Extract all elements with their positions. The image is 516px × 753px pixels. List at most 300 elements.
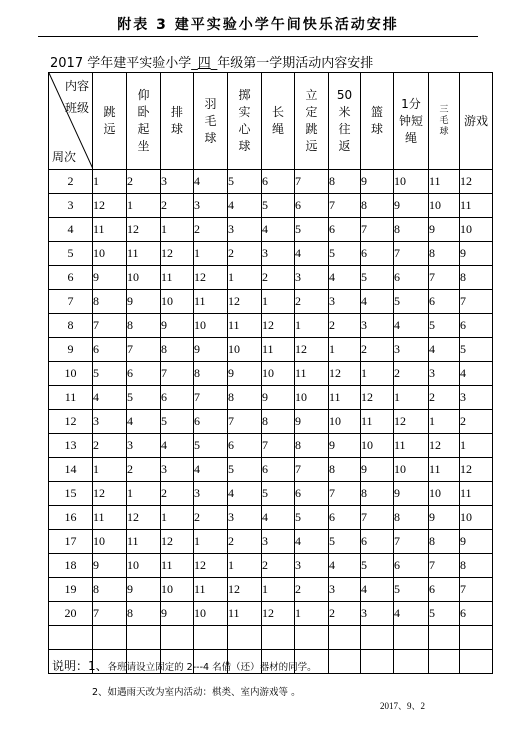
class-number-cell xyxy=(329,650,361,674)
class-number-cell xyxy=(93,626,127,650)
class-number-cell: 8 xyxy=(127,602,161,626)
week-cell: 18 xyxy=(49,554,93,578)
class-number-cell: 8 xyxy=(429,530,460,554)
class-number-cell: 3 xyxy=(295,554,329,578)
column-header: 仰卧起坐 xyxy=(127,73,161,170)
note-item-1-number: 1、 xyxy=(88,659,108,673)
class-number-cell: 12 xyxy=(361,386,394,410)
class-number-cell: 8 xyxy=(194,362,228,386)
class-number-cell: 10 xyxy=(228,338,262,362)
table-row xyxy=(49,434,493,458)
class-number-cell: 7 xyxy=(228,410,262,434)
class-number-cell: 6 xyxy=(262,170,295,194)
class-number-cell: 12 xyxy=(262,602,295,626)
class-number-cell: 3 xyxy=(228,506,262,530)
class-number-cell: 10 xyxy=(161,578,194,602)
class-number-cell: 3 xyxy=(329,290,361,314)
class-number-cell: 8 xyxy=(394,218,429,242)
class-number-cell: 9 xyxy=(429,218,460,242)
class-number-cell: 4 xyxy=(295,242,329,266)
class-number-cell: 4 xyxy=(394,314,429,338)
week-cell: 17 xyxy=(49,530,93,554)
class-number-cell: 2 xyxy=(262,266,295,290)
column-header: 游戏 xyxy=(460,73,493,170)
class-number-cell: 2 xyxy=(228,242,262,266)
class-number-cell: 7 xyxy=(329,194,361,218)
class-number-cell xyxy=(361,626,394,650)
class-number-cell: 3 xyxy=(329,578,361,602)
table-row xyxy=(49,578,493,602)
week-cell xyxy=(49,626,93,650)
class-number-cell: 7 xyxy=(127,338,161,362)
class-number-cell: 3 xyxy=(262,242,295,266)
class-number-cell: 1 xyxy=(262,578,295,602)
class-number-cell: 2 xyxy=(93,434,127,458)
table-body xyxy=(49,170,493,674)
class-number-cell: 7 xyxy=(295,458,329,482)
class-number-cell: 8 xyxy=(329,458,361,482)
class-number-cell: 10 xyxy=(361,434,394,458)
week-cell: 2 xyxy=(49,170,93,194)
note-item-1-text: 各班请设立固定的 2---4 名借（还）器材的同学。 xyxy=(107,662,317,673)
table-row xyxy=(49,410,493,434)
class-number-cell: 12 xyxy=(93,482,127,506)
class-number-cell: 2 xyxy=(295,290,329,314)
class-number-cell: 6 xyxy=(329,506,361,530)
class-number-cell: 9 xyxy=(329,434,361,458)
week-cell: 3 xyxy=(49,194,93,218)
note-item-1 xyxy=(52,657,317,674)
class-number-cell: 4 xyxy=(361,578,394,602)
class-number-cell: 8 xyxy=(460,266,493,290)
class-number-cell: 6 xyxy=(460,314,493,338)
week-cell: 12 xyxy=(49,410,93,434)
class-number-cell: 2 xyxy=(361,338,394,362)
class-number-cell: 6 xyxy=(295,194,329,218)
class-number-cell: 3 xyxy=(228,218,262,242)
class-number-cell: 7 xyxy=(93,602,127,626)
document-date: 2017、9、2 xyxy=(380,701,426,711)
corner-label-content: 内容 xyxy=(64,79,89,93)
week-cell: 4 xyxy=(49,218,93,242)
table-row xyxy=(49,554,493,578)
class-number-cell: 6 xyxy=(429,578,460,602)
class-number-cell: 2 xyxy=(460,410,493,434)
class-number-cell: 6 xyxy=(127,362,161,386)
table-row xyxy=(49,290,493,314)
class-number-cell: 12 xyxy=(93,194,127,218)
class-number-cell: 1 xyxy=(329,338,361,362)
class-number-cell: 9 xyxy=(361,170,394,194)
week-cell: 20 xyxy=(49,602,93,626)
class-number-cell: 5 xyxy=(228,458,262,482)
class-number-cell: 12 xyxy=(194,266,228,290)
class-number-cell: 7 xyxy=(161,362,194,386)
class-number-cell: 4 xyxy=(194,458,228,482)
class-number-cell: 11 xyxy=(429,458,460,482)
header-rule xyxy=(38,36,478,37)
week-cell: 13 xyxy=(49,434,93,458)
class-number-cell: 11 xyxy=(329,386,361,410)
class-number-cell xyxy=(429,650,460,674)
class-number-cell: 11 xyxy=(394,434,429,458)
class-number-cell: 7 xyxy=(194,386,228,410)
class-number-cell: 8 xyxy=(228,386,262,410)
column-header: 羽毛球 xyxy=(194,73,228,170)
class-number-cell: 3 xyxy=(161,458,194,482)
column-header: 掷实心球 xyxy=(228,73,262,170)
class-number-cell: 7 xyxy=(429,266,460,290)
week-cell: 15 xyxy=(49,482,93,506)
class-number-cell: 1 xyxy=(93,458,127,482)
class-number-cell: 12 xyxy=(161,242,194,266)
table-row xyxy=(49,458,493,482)
class-number-cell: 11 xyxy=(429,170,460,194)
class-number-cell: 3 xyxy=(194,194,228,218)
class-number-cell: 2 xyxy=(228,530,262,554)
class-number-cell: 3 xyxy=(262,530,295,554)
class-number-cell: 9 xyxy=(127,578,161,602)
class-number-cell: 4 xyxy=(394,602,429,626)
class-number-cell: 12 xyxy=(429,434,460,458)
column-header: 排球 xyxy=(161,73,194,170)
class-number-cell: 2 xyxy=(194,218,228,242)
class-number-cell: 10 xyxy=(194,314,228,338)
class-number-cell xyxy=(127,626,161,650)
class-number-cell: 4 xyxy=(228,482,262,506)
subtitle-suffix: _年级第一学期活动内容安排 xyxy=(210,56,374,71)
class-number-cell: 10 xyxy=(429,194,460,218)
class-number-cell: 10 xyxy=(194,602,228,626)
class-number-cell: 11 xyxy=(93,506,127,530)
class-number-cell: 2 xyxy=(295,578,329,602)
class-number-cell: 11 xyxy=(460,482,493,506)
class-number-cell: 7 xyxy=(361,218,394,242)
class-number-cell: 8 xyxy=(460,554,493,578)
class-number-cell: 2 xyxy=(194,506,228,530)
class-number-cell: 12 xyxy=(127,506,161,530)
table-row xyxy=(49,482,493,506)
week-cell: 14 xyxy=(49,458,93,482)
table-row xyxy=(49,242,493,266)
class-number-cell: 5 xyxy=(127,386,161,410)
class-number-cell: 9 xyxy=(394,194,429,218)
class-number-cell: 10 xyxy=(429,482,460,506)
class-number-cell: 10 xyxy=(394,170,429,194)
class-number-cell: 7 xyxy=(460,290,493,314)
class-number-cell: 9 xyxy=(93,266,127,290)
class-number-cell xyxy=(394,626,429,650)
class-number-cell: 11 xyxy=(194,578,228,602)
class-number-cell: 10 xyxy=(329,410,361,434)
class-number-cell: 11 xyxy=(127,242,161,266)
class-number-cell: 12 xyxy=(262,314,295,338)
class-number-cell: 6 xyxy=(429,290,460,314)
class-number-cell: 6 xyxy=(361,242,394,266)
class-number-cell: 10 xyxy=(127,266,161,290)
class-number-cell: 5 xyxy=(460,338,493,362)
table-row xyxy=(49,362,493,386)
class-number-cell: 8 xyxy=(93,290,127,314)
table-row xyxy=(49,386,493,410)
class-number-cell: 11 xyxy=(161,266,194,290)
class-number-cell: 5 xyxy=(93,362,127,386)
week-cell: 6 xyxy=(49,266,93,290)
class-number-cell: 10 xyxy=(93,242,127,266)
week-cell: 8 xyxy=(49,314,93,338)
class-number-cell: 10 xyxy=(295,386,329,410)
class-number-cell: 3 xyxy=(361,314,394,338)
class-number-cell: 8 xyxy=(361,194,394,218)
class-number-cell: 4 xyxy=(429,338,460,362)
class-number-cell: 3 xyxy=(361,602,394,626)
corner-label-week: 周次 xyxy=(52,150,77,164)
class-number-cell: 3 xyxy=(194,482,228,506)
class-number-cell xyxy=(329,626,361,650)
class-number-cell: 2 xyxy=(127,170,161,194)
class-number-cell: 4 xyxy=(361,290,394,314)
class-number-cell xyxy=(262,626,295,650)
class-number-cell: 2 xyxy=(262,554,295,578)
class-number-cell: 4 xyxy=(329,554,361,578)
class-number-cell: 9 xyxy=(228,362,262,386)
class-number-cell: 12 xyxy=(194,554,228,578)
class-number-cell: 8 xyxy=(161,338,194,362)
week-cell: 11 xyxy=(49,386,93,410)
class-number-cell: 5 xyxy=(295,218,329,242)
class-number-cell: 6 xyxy=(460,602,493,626)
class-number-cell: 9 xyxy=(93,554,127,578)
class-number-cell: 12 xyxy=(329,362,361,386)
header-title: 附表 3 建平实验小学午间快乐活动安排 xyxy=(117,17,399,33)
class-number-cell: 2 xyxy=(161,194,194,218)
class-number-cell: 10 xyxy=(394,458,429,482)
class-number-cell: 5 xyxy=(295,506,329,530)
class-number-cell: 7 xyxy=(460,578,493,602)
class-number-cell: 4 xyxy=(93,386,127,410)
class-number-cell: 12 xyxy=(460,458,493,482)
class-number-cell: 1 xyxy=(394,386,429,410)
class-number-cell: 10 xyxy=(460,506,493,530)
class-number-cell: 5 xyxy=(329,242,361,266)
class-number-cell xyxy=(394,650,429,674)
class-number-cell: 8 xyxy=(262,410,295,434)
class-number-cell: 12 xyxy=(228,290,262,314)
class-number-cell: 5 xyxy=(228,170,262,194)
column-header: 三毛球 xyxy=(429,73,460,170)
header-row xyxy=(49,73,493,170)
class-number-cell: 9 xyxy=(460,530,493,554)
class-number-cell: 11 xyxy=(228,314,262,338)
class-number-cell: 4 xyxy=(161,434,194,458)
class-number-cell: 1 xyxy=(295,602,329,626)
class-number-cell: 1 xyxy=(295,314,329,338)
class-number-cell: 10 xyxy=(460,218,493,242)
class-number-cell: 1 xyxy=(161,506,194,530)
table-row xyxy=(49,338,493,362)
week-cell: 19 xyxy=(49,578,93,602)
class-number-cell: 1 xyxy=(262,290,295,314)
table-row xyxy=(49,506,493,530)
class-number-cell: 11 xyxy=(262,338,295,362)
class-number-cell: 6 xyxy=(228,434,262,458)
class-number-cell: 9 xyxy=(394,482,429,506)
class-number-cell: 7 xyxy=(394,530,429,554)
class-number-cell: 7 xyxy=(329,482,361,506)
table-row xyxy=(49,530,493,554)
class-number-cell: 5 xyxy=(161,410,194,434)
class-number-cell: 4 xyxy=(329,266,361,290)
class-number-cell: 5 xyxy=(429,314,460,338)
class-number-cell: 6 xyxy=(394,266,429,290)
table-row xyxy=(49,194,493,218)
class-number-cell: 5 xyxy=(329,530,361,554)
class-number-cell: 3 xyxy=(295,266,329,290)
class-number-cell: 4 xyxy=(228,194,262,218)
subtitle-grade: 四 xyxy=(197,56,211,71)
class-number-cell: 11 xyxy=(194,290,228,314)
table-row xyxy=(49,218,493,242)
class-number-cell: 6 xyxy=(329,218,361,242)
class-number-cell: 8 xyxy=(93,578,127,602)
class-number-cell: 6 xyxy=(161,386,194,410)
class-number-cell xyxy=(228,626,262,650)
class-number-cell: 12 xyxy=(394,410,429,434)
class-number-cell: 1 xyxy=(429,410,460,434)
note-label: 说明： xyxy=(52,659,89,673)
class-number-cell: 12 xyxy=(228,578,262,602)
class-number-cell: 6 xyxy=(194,410,228,434)
class-number-cell: 5 xyxy=(361,554,394,578)
class-number-cell: 9 xyxy=(262,386,295,410)
class-number-cell: 5 xyxy=(361,266,394,290)
class-number-cell: 5 xyxy=(394,290,429,314)
class-number-cell: 8 xyxy=(394,506,429,530)
class-number-cell: 10 xyxy=(161,290,194,314)
class-number-cell xyxy=(460,650,493,674)
class-number-cell: 9 xyxy=(429,506,460,530)
class-number-cell: 7 xyxy=(295,170,329,194)
class-number-cell: 9 xyxy=(460,242,493,266)
class-number-cell: 8 xyxy=(429,242,460,266)
class-number-cell: 4 xyxy=(262,218,295,242)
class-number-cell: 12 xyxy=(127,218,161,242)
class-number-cell: 1 xyxy=(127,482,161,506)
class-number-cell: 1 xyxy=(194,530,228,554)
column-header: 1分钟短绳 xyxy=(394,73,429,170)
note-item-2: 2、如遇雨天改为室内活动：棋类、室内游戏等 。 xyxy=(92,687,301,698)
class-number-cell: 6 xyxy=(93,338,127,362)
class-number-cell: 12 xyxy=(460,170,493,194)
class-number-cell xyxy=(429,626,460,650)
class-number-cell: 3 xyxy=(429,362,460,386)
class-number-cell: 3 xyxy=(394,338,429,362)
class-number-cell: 12 xyxy=(161,530,194,554)
class-number-cell: 3 xyxy=(161,170,194,194)
class-number-cell: 12 xyxy=(295,338,329,362)
class-number-cell: 5 xyxy=(262,194,295,218)
subtitle-prefix: 2017 学年建平实验小学_ xyxy=(50,56,198,71)
class-number-cell: 6 xyxy=(361,530,394,554)
class-number-cell: 7 xyxy=(361,506,394,530)
class-number-cell: 9 xyxy=(361,458,394,482)
class-number-cell xyxy=(460,626,493,650)
class-number-cell: 7 xyxy=(93,314,127,338)
class-number-cell: 11 xyxy=(161,554,194,578)
class-number-cell: 1 xyxy=(161,218,194,242)
class-number-cell: 3 xyxy=(93,410,127,434)
column-header: 立定跳远 xyxy=(295,73,329,170)
class-number-cell: 9 xyxy=(161,602,194,626)
class-number-cell: 5 xyxy=(194,434,228,458)
class-number-cell: 4 xyxy=(262,506,295,530)
week-cell: 5 xyxy=(49,242,93,266)
class-number-cell: 11 xyxy=(295,362,329,386)
schedule-table xyxy=(48,72,493,674)
class-number-cell: 2 xyxy=(329,602,361,626)
class-number-cell: 9 xyxy=(194,338,228,362)
class-number-cell: 11 xyxy=(460,194,493,218)
week-cell: 7 xyxy=(49,290,93,314)
class-number-cell: 3 xyxy=(460,386,493,410)
class-number-cell: 10 xyxy=(127,554,161,578)
column-header: 长绳 xyxy=(262,73,295,170)
class-number-cell: 2 xyxy=(127,458,161,482)
class-number-cell: 1 xyxy=(460,434,493,458)
class-number-cell xyxy=(295,626,329,650)
class-number-cell: 9 xyxy=(127,290,161,314)
class-number-cell: 5 xyxy=(394,578,429,602)
class-number-cell: 1 xyxy=(361,362,394,386)
class-number-cell: 10 xyxy=(93,530,127,554)
class-number-cell: 4 xyxy=(460,362,493,386)
class-number-cell: 7 xyxy=(429,554,460,578)
class-number-cell xyxy=(161,626,194,650)
table-row xyxy=(49,314,493,338)
class-number-cell: 9 xyxy=(161,314,194,338)
class-number-cell: 2 xyxy=(394,362,429,386)
corner-cell xyxy=(49,73,93,170)
class-number-cell: 11 xyxy=(228,602,262,626)
class-number-cell: 1 xyxy=(194,242,228,266)
class-number-cell: 1 xyxy=(93,170,127,194)
class-number-cell: 1 xyxy=(127,194,161,218)
class-number-cell: 5 xyxy=(262,482,295,506)
class-number-cell: 3 xyxy=(127,434,161,458)
week-cell: 16 xyxy=(49,506,93,530)
class-number-cell: 10 xyxy=(262,362,295,386)
schedule-subtitle xyxy=(50,52,490,71)
table-row xyxy=(49,626,493,650)
class-number-cell: 4 xyxy=(127,410,161,434)
class-number-cell: 6 xyxy=(262,458,295,482)
corner-label-class: 班级 xyxy=(64,101,89,115)
class-number-cell: 7 xyxy=(262,434,295,458)
column-header: 50米往返 xyxy=(329,73,361,170)
class-number-cell: 8 xyxy=(361,482,394,506)
week-cell: 10 xyxy=(49,362,93,386)
class-number-cell: 11 xyxy=(93,218,127,242)
class-number-cell: 5 xyxy=(429,602,460,626)
class-number-cell: 2 xyxy=(329,314,361,338)
class-number-cell: 1 xyxy=(228,266,262,290)
class-number-cell: 8 xyxy=(295,434,329,458)
class-number-cell: 1 xyxy=(228,554,262,578)
table-row xyxy=(49,170,493,194)
class-number-cell: 2 xyxy=(161,482,194,506)
table-row xyxy=(49,266,493,290)
table-row xyxy=(49,602,493,626)
